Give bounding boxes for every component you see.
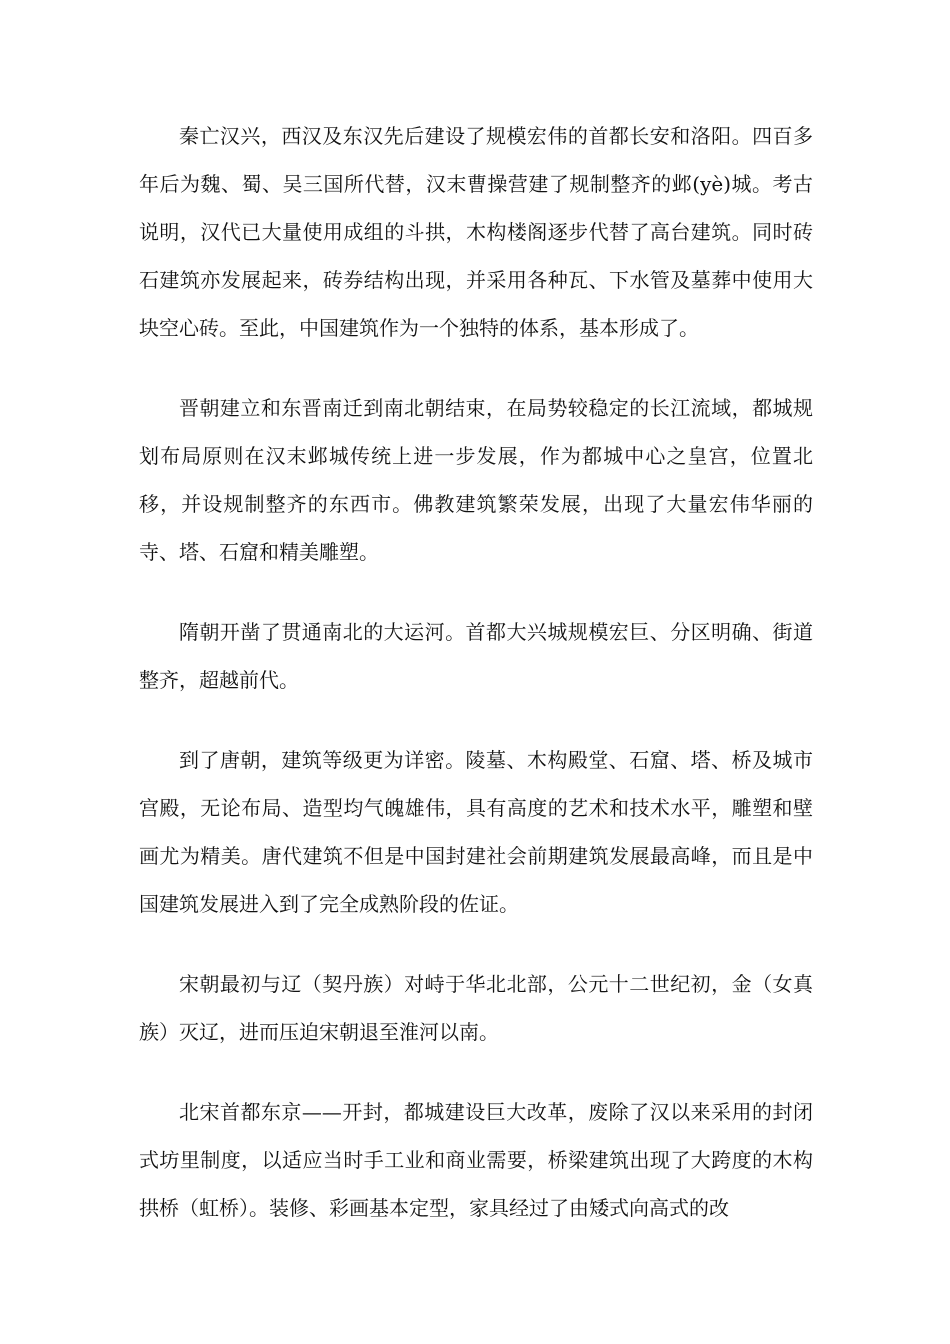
paragraph-sui: 隋朝开凿了贯通南北的大运河。首都大兴城规模宏巨、分区明确、街道整齐，超越前代。	[139, 620, 813, 692]
document-body	[139, 112, 813, 1264]
paragraph-qin-han: 秦亡汉兴，西汉及东汉先后建设了规模宏伟的首都长安和洛阳。四百多年后为魏、蜀、吴三国所代替，汉末曹操营建了规制整齐的邺(yè)城。考古说明，汉代已大量使用成组的斗拱，木构楼阁逐步代替了高台建筑。同时砖石建筑亦发展起来，砖券结构出现，并采用各种瓦、下水管及墓葬中使用大块空心砖。至此，中国建筑作为一个独特的体系，基本形成了。	[139, 124, 813, 340]
paragraph-jin-nanbei: 晋朝建立和东晋南迁到南北朝结束，在局势较稳定的长江流域，都城规划布局原则在汉末邺城传统上进一步发展，作为都城中心之皇宫，位置北移，并设规制整齐的东西市。佛教建筑繁荣发展，出现了大量宏伟华丽的寺、塔、石窟和精美雕塑。	[139, 396, 813, 564]
paragraph-tang: 到了唐朝，建筑等级更为详密。陵墓、木构殿堂、石窟、塔、桥及城市宫殿，无论布局、造型均气魄雄伟，具有高度的艺术和技术水平，雕塑和壁画尤为精美。唐代建筑不但是中国封建社会前期建筑发展最高峰，而且是中国建筑发展进入到了完全成熟阶段的佐证。	[139, 748, 813, 916]
paragraph-song-liao-jin: 宋朝最初与辽（契丹族）对峙于华北北部，公元十二世纪初，金（女真族）灭辽，进而压迫宋朝退至淮河以南。	[139, 972, 813, 1044]
paragraph-northern-song: 北宋首都东京——开封，都城建设巨大改革，废除了汉以来采用的封闭式坊里制度，以适应当时手工业和商业需要，桥梁建筑出现了大跨度的木构拱桥（虹桥）。装修、彩画基本定型，家具经过了由矮式向高式的改	[139, 1100, 813, 1220]
